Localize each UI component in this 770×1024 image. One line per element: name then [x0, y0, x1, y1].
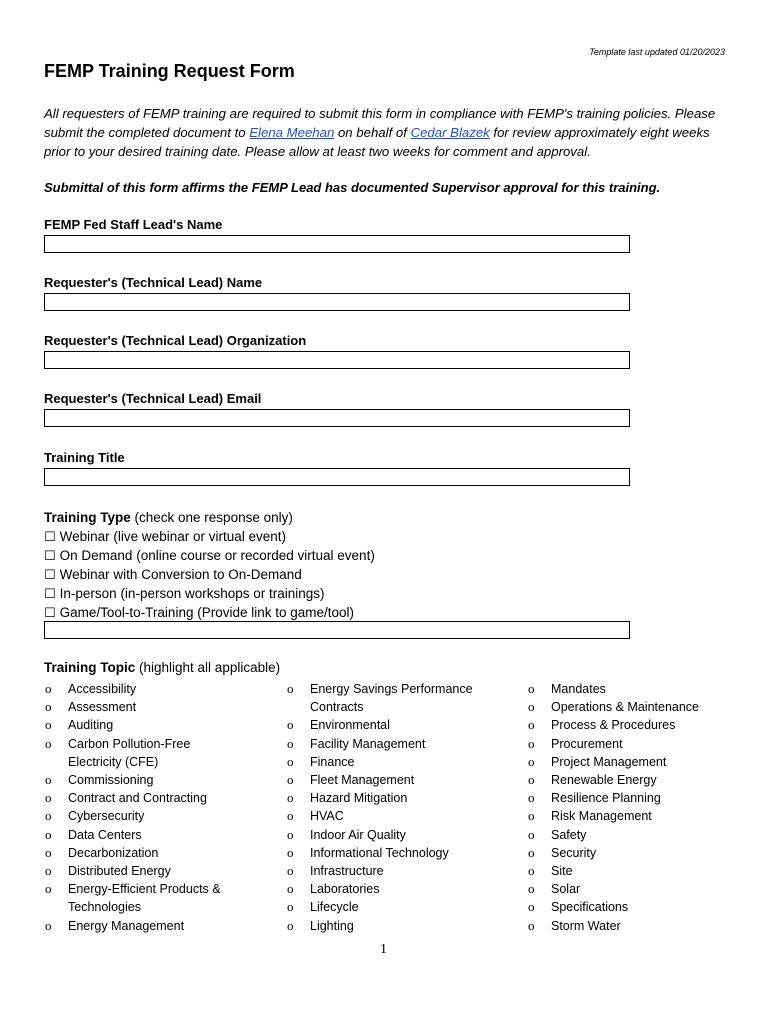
topic-item[interactable] — [287, 807, 485, 825]
topic-label: Operations & Maintenance — [551, 700, 700, 715]
topic-item[interactable] — [45, 862, 243, 880]
topic-item[interactable] — [45, 844, 243, 862]
topic-label: Infrastructure — [310, 864, 384, 879]
topic-item[interactable] — [528, 862, 726, 880]
topic-item[interactable] — [528, 735, 726, 753]
topic-label: Accessibility — [68, 682, 137, 696]
checkbox-icon[interactable]: ☐ — [44, 586, 56, 601]
training-type-title: Training Type — [44, 510, 131, 525]
bullet-icon: o — [287, 881, 294, 897]
bullet-icon: o — [287, 826, 294, 842]
lead-name-field[interactable] — [44, 235, 630, 253]
bullet-icon: o — [45, 808, 52, 824]
topic-item[interactable] — [287, 789, 485, 807]
topic-label: Cybersecurity — [68, 809, 145, 824]
form-title: FEMP Training Request Form — [44, 61, 295, 81]
elena-meehan-link[interactable]: Elena Meehan — [249, 125, 335, 140]
training-title-label: Training Title — [44, 450, 125, 465]
topic-label: Energy Management — [68, 918, 185, 933]
training-type-option[interactable] — [44, 565, 375, 584]
topic-label: Finance — [310, 754, 355, 769]
bullet-icon: o — [287, 681, 294, 696]
bullet-icon: o — [45, 772, 52, 788]
checkbox-icon[interactable]: ☐ — [44, 529, 56, 544]
bullet-icon: o — [528, 863, 535, 879]
option-label: On Demand (online course or recorded virtual event) — [59, 548, 375, 563]
topic-label: Storm Water — [551, 918, 621, 933]
topic-item[interactable] — [45, 680, 243, 698]
topic-item[interactable] — [45, 716, 243, 734]
bullet-icon: o — [528, 899, 535, 915]
topic-label: Safety — [551, 827, 587, 842]
bullet-icon: o — [287, 808, 294, 824]
topic-label: Resilience Planning — [551, 791, 661, 806]
affirmation-statement: Submittal of this form affirms the FEMP Lead has documented Supervisor approval for this training. — [44, 180, 661, 195]
template-updated-note: Template last updated 01/20/2023 — [589, 47, 725, 57]
requester-name-label: Requester's (Technical Lead) Name — [44, 275, 263, 290]
bullet-icon: o — [45, 717, 52, 733]
topic-label: Procurement — [551, 736, 623, 751]
topic-item[interactable] — [528, 698, 726, 716]
topic-label: Fleet Management — [310, 773, 415, 788]
topic-item[interactable] — [287, 680, 485, 716]
topic-label: Renewable Energy — [551, 773, 657, 788]
training-type-option[interactable] — [44, 527, 375, 546]
topic-label: Security — [551, 845, 597, 860]
topic-column-2 — [287, 680, 485, 935]
topic-item[interactable] — [287, 917, 485, 935]
topic-item[interactable] — [287, 735, 485, 753]
topic-label: Energy-Efficient Products & Technologies — [68, 882, 221, 915]
topic-item[interactable] — [528, 844, 726, 862]
bullet-icon: o — [528, 699, 535, 715]
option-label: Webinar (live webinar or virtual event) — [59, 529, 286, 544]
bullet-icon: o — [528, 772, 535, 788]
bullet-icon: o — [528, 826, 535, 842]
topic-label: HVAC — [310, 809, 344, 824]
topic-item[interactable] — [528, 789, 726, 807]
training-topic-instruction: (highlight all applicable) — [135, 660, 281, 675]
bullet-icon: o — [287, 772, 294, 788]
bullet-icon: o — [45, 790, 52, 806]
bullet-icon: o — [287, 899, 294, 915]
bullet-icon: o — [45, 881, 52, 897]
topic-label: Decarbonization — [68, 845, 159, 860]
intro-text-1: All requesters of FEMP training are required to submit this form in compliance with FEMP's training policies. Please submit the completed document to — [44, 106, 716, 140]
training-topic-heading — [44, 660, 280, 675]
bullet-icon: o — [528, 753, 535, 769]
topic-item[interactable] — [528, 898, 726, 916]
bullet-icon: o — [287, 753, 294, 769]
bullet-icon: o — [528, 735, 535, 751]
topic-label: Energy Savings Performance Contracts — [310, 682, 473, 715]
checkbox-icon[interactable]: ☐ — [44, 548, 56, 563]
topic-item[interactable] — [528, 771, 726, 789]
bullet-icon: o — [287, 735, 294, 751]
topic-item[interactable] — [287, 880, 485, 898]
training-type-option[interactable] — [44, 584, 375, 603]
topic-item[interactable] — [45, 735, 243, 771]
checkbox-icon[interactable]: ☐ — [44, 605, 56, 620]
requester-org-field[interactable] — [44, 351, 630, 369]
page-number: 1 — [380, 942, 387, 957]
topic-item[interactable] — [45, 789, 243, 807]
topic-label: Auditing — [68, 718, 114, 733]
topic-item[interactable] — [287, 716, 485, 734]
topic-label: Process & Procedures — [551, 718, 676, 733]
training-type-option[interactable] — [44, 603, 375, 622]
topic-item[interactable] — [287, 862, 485, 880]
topic-label: Solar — [551, 882, 581, 897]
bullet-icon: o — [528, 808, 535, 824]
topic-item[interactable] — [287, 844, 485, 862]
topic-label: Contract and Contracting — [68, 791, 207, 806]
bullet-icon: o — [45, 681, 52, 696]
bullet-icon: o — [287, 790, 294, 806]
topic-item[interactable] — [45, 807, 243, 825]
bullet-icon: o — [287, 917, 294, 933]
topic-item[interactable] — [287, 898, 485, 916]
topic-label: Lifecycle — [310, 900, 359, 915]
lead-name-label: FEMP Fed Staff Lead's Name — [44, 217, 223, 232]
topic-label: Commissioning — [68, 773, 154, 788]
topic-item[interactable] — [528, 680, 726, 698]
topic-item[interactable] — [528, 807, 726, 825]
game-tool-link-field[interactable] — [44, 621, 630, 639]
topic-label: Indoor Air Quality — [310, 827, 406, 842]
bullet-icon: o — [287, 717, 294, 733]
topic-label: Project Management — [551, 754, 667, 769]
topic-item[interactable] — [45, 698, 243, 716]
topic-item[interactable] — [528, 753, 726, 771]
topic-item[interactable] — [528, 716, 726, 734]
bullet-icon: o — [528, 717, 535, 733]
option-label: Game/Tool-to-Training (Provide link to game/tool) — [59, 605, 355, 620]
bullet-icon: o — [528, 881, 535, 897]
topic-item[interactable] — [287, 753, 485, 771]
bullet-icon: o — [45, 699, 52, 715]
topic-item[interactable] — [528, 880, 726, 898]
cedar-blazek-link[interactable]: Cedar Blazek — [410, 125, 490, 140]
topic-label: Lighting — [310, 918, 354, 933]
topic-column-3 — [528, 680, 726, 935]
training-type-section — [44, 508, 375, 622]
bullet-icon: o — [45, 826, 52, 842]
topic-label: Mandates — [551, 682, 606, 696]
topic-column-1 — [45, 680, 243, 935]
bullet-icon: o — [528, 681, 535, 696]
topic-item[interactable] — [45, 771, 243, 789]
requester-email-label: Requester's (Technical Lead) Email — [44, 391, 262, 406]
topic-label: Informational Technology — [310, 845, 449, 860]
topic-item[interactable] — [287, 771, 485, 789]
topic-label: Site — [551, 864, 573, 879]
checkbox-icon[interactable]: ☐ — [44, 567, 56, 582]
intro-paragraph — [44, 104, 734, 161]
training-type-heading — [44, 508, 375, 527]
bullet-icon: o — [287, 863, 294, 879]
topic-label: Risk Management — [551, 809, 652, 824]
bullet-icon: o — [287, 844, 294, 860]
training-type-instruction: (check one response only) — [130, 510, 293, 525]
option-label: Webinar with Conversion to On-Demand — [59, 567, 302, 582]
bullet-icon: o — [528, 844, 535, 860]
bullet-icon: o — [45, 863, 52, 879]
bullet-icon: o — [45, 844, 52, 860]
topic-label: Hazard Mitigation — [310, 791, 408, 806]
topic-item[interactable] — [528, 917, 726, 935]
requester-name-field[interactable] — [44, 293, 630, 311]
option-label: In-person (in-person workshops or trainings) — [59, 586, 325, 601]
topic-label: Facility Management — [310, 736, 426, 751]
training-topic-title: Training Topic — [44, 660, 136, 675]
requester-org-label: Requester's (Technical Lead) Organization — [44, 333, 307, 348]
requester-email-field[interactable] — [44, 409, 630, 427]
topic-label: Environmental — [310, 718, 390, 733]
topic-item[interactable] — [45, 917, 243, 935]
bullet-icon: o — [45, 735, 52, 751]
bullet-icon: o — [528, 917, 535, 933]
topic-item[interactable] — [528, 826, 726, 844]
topic-label: Data Centers — [68, 827, 142, 842]
bullet-icon: o — [528, 790, 535, 806]
topic-label: Distributed Energy — [68, 864, 171, 879]
topic-label: Carbon Pollution-Free Electricity (CFE) — [68, 736, 191, 769]
intro-text-2: on behalf of — [334, 125, 411, 140]
topic-label: Specifications — [551, 900, 629, 915]
topic-item[interactable] — [45, 880, 243, 916]
topic-label: Assessment — [68, 700, 137, 715]
intro-text-3: for review approximately eight weeks prior to your desired training date. Please allow at least two weeks for comment and approval. — [44, 125, 710, 159]
topic-label: Laboratories — [310, 882, 380, 897]
topic-item[interactable] — [45, 826, 243, 844]
training-title-field[interactable] — [44, 468, 630, 486]
bullet-icon: o — [45, 917, 52, 933]
topic-item[interactable] — [287, 826, 485, 844]
training-type-option[interactable] — [44, 546, 375, 565]
